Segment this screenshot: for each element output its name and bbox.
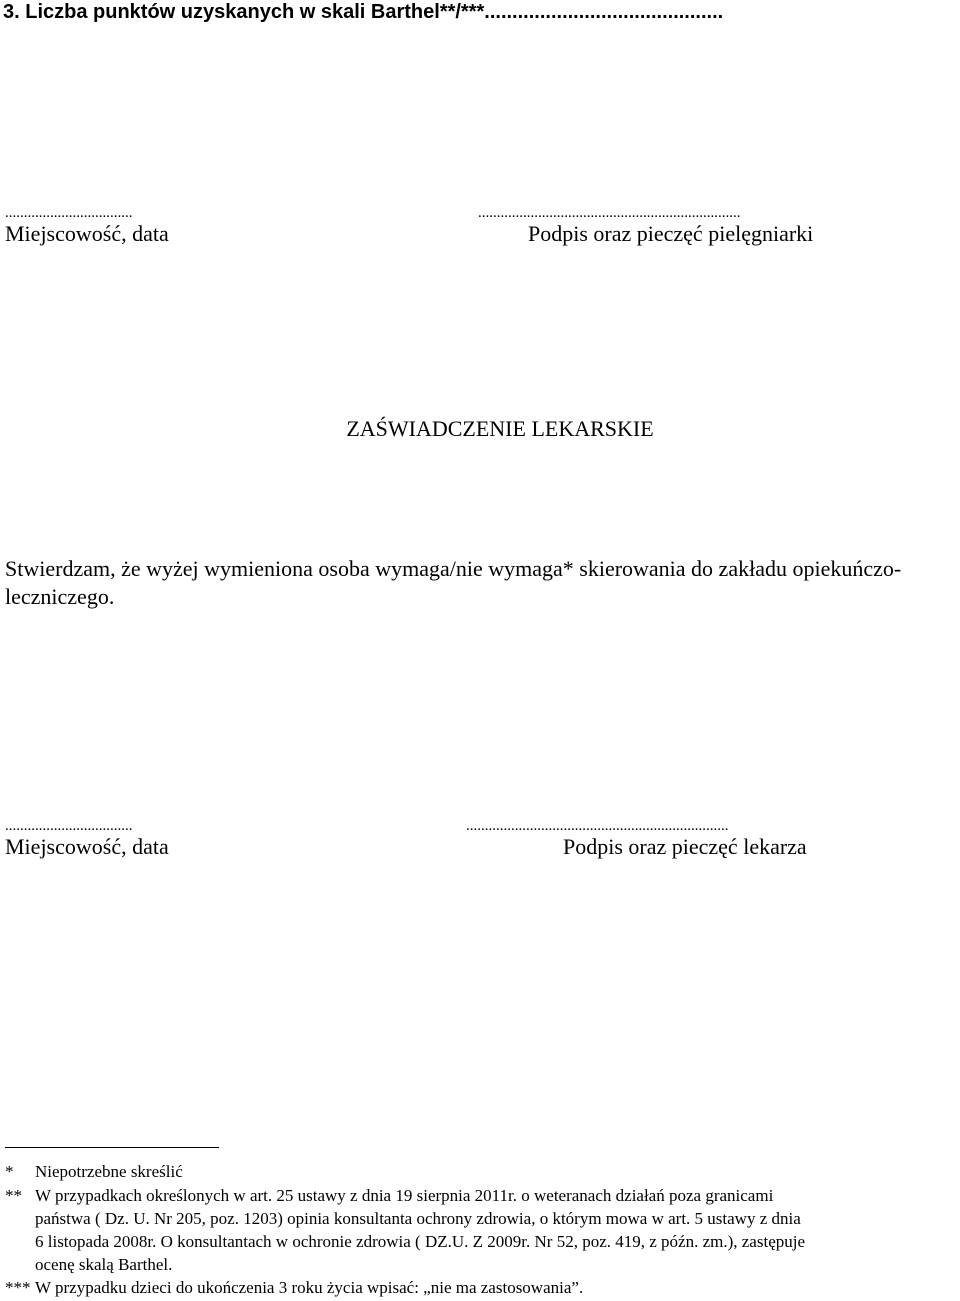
nurse-place-dots: .................................. xyxy=(5,205,133,221)
footnote-mark: *** xyxy=(5,1278,31,1297)
footnote-line: W przypadkach określonych w art. 25 ustawy z dnia 19 sierpnia 2011r. o weteranach działań poza granicami xyxy=(35,1186,774,1205)
footnote-line: W przypadku dzieci do ukończenia 3 roku życia wpisać: „nie ma zastosowania”. xyxy=(35,1278,584,1297)
doctor-signature-label: Podpis oraz pieczęć lekarza xyxy=(563,834,807,859)
nurse-place-label: Miejscowość, data xyxy=(5,221,169,246)
footnote-mark: * xyxy=(5,1162,14,1181)
certificate-title: ZAŚWIADCZENIE LEKARSKIE xyxy=(346,416,654,441)
doctor-signature-dots: ...................................................................... xyxy=(466,818,729,834)
footnote-single-star xyxy=(5,1160,183,1183)
doctor-place-dots: .................................. xyxy=(5,818,133,834)
section-heading-barthel: 3. Liczba punktów uzyskanych w skali Barthel**/***........................................... xyxy=(3,1,724,23)
footnote-line: Niepotrzebne skreślić xyxy=(35,1162,183,1181)
footnote-line: 6 listopada 2008r. O konsultantach w ochronie zdrowia ( DZ.U. Z 2009r. Nr 52, poz. 419, z późn. zm.), zastępuje xyxy=(35,1232,806,1251)
certificate-statement: Stwierdzam, że wyżej wymieniona osoba wymaga/nie wymaga* skierowania do zakładu opiekuńczo-leczniczego. xyxy=(5,556,902,609)
nurse-signature-dots: ...................................................................... xyxy=(478,205,741,221)
footnote-separator xyxy=(5,1147,219,1148)
footnote-line: państwa ( Dz. U. Nr 205, poz. 1203) opinia konsultanta ochrony zdrowia, o którym mowa w art. 5 ustawy z dnia xyxy=(35,1209,801,1228)
footnote-double-star xyxy=(5,1184,773,1207)
footnote-line: ocenę skalą Barthel. xyxy=(35,1255,173,1274)
footnote-triple-star xyxy=(5,1276,583,1299)
footnote-mark: ** xyxy=(5,1186,22,1205)
doctor-place-label: Miejscowość, data xyxy=(5,834,169,859)
nurse-signature-label: Podpis oraz pieczęć pielęgniarki xyxy=(528,221,814,246)
